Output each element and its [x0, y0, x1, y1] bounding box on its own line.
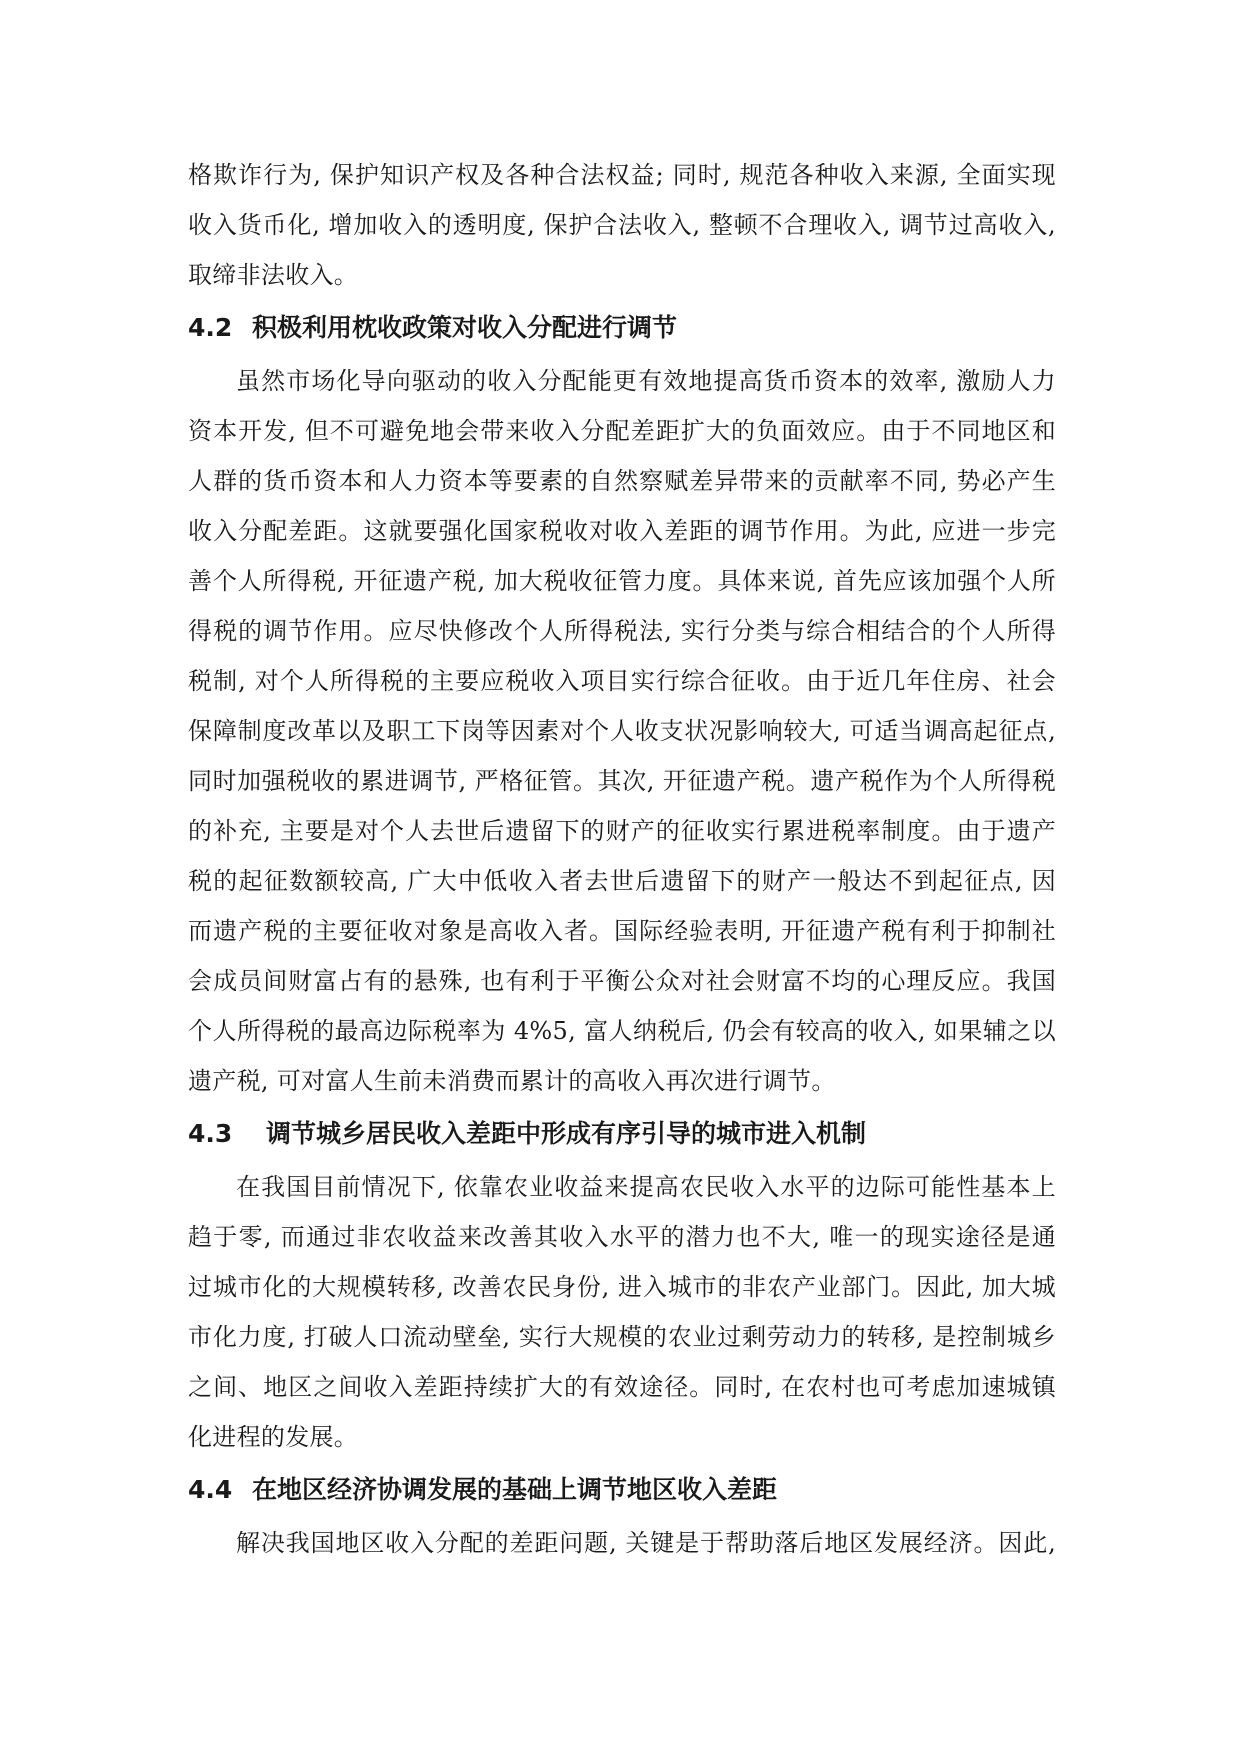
paragraph-line: 遗产税, 可对富人生前未消费而累计的高收入再次进行调节。	[188, 1067, 836, 1095]
paragraph-line: 的补充, 主要是对个人去世后遗留下的财产的征收实行累进税率制度。由于遗产	[188, 817, 1056, 845]
paragraph-line: 趋于零, 而通过非农收益来改善其收入水平的潜力也不大, 唯一的现实途径是通	[188, 1223, 1056, 1251]
paragraph-line: 同时加强税收的累进调节, 严格征管。其次, 开征遗产税。遗产税作为个人所得税	[188, 767, 1056, 795]
paragraph-line: 税制, 对个人所得税的主要应税收入项目实行综合征收。由于近几年住房、社会	[188, 667, 1056, 695]
paragraph-line: 化进程的发展。	[188, 1423, 359, 1451]
paragraph-line: 在我国目前情况下, 依靠农业收益来提高农民收入水平的边际可能性基本上	[236, 1173, 1056, 1201]
section-number: 4.3	[188, 1119, 233, 1148]
section-heading-4-2	[188, 300, 1056, 356]
intro-paragraph	[188, 150, 1056, 300]
paragraph-line: 善个人所得税, 开征遗产税, 加大税收征管力度。具体来说, 首先应该加强个人所	[188, 567, 1056, 595]
document-page	[188, 150, 1056, 1568]
paragraph-line: 收入分配差距。这就要强化国家税收对收入差距的调节作用。为此, 应进一步完	[188, 517, 1056, 545]
paragraph-line: 个人所得税的最高边际税率为 4%5, 富人纳税后, 仍会有较高的收入, 如果辅之以	[188, 1017, 1056, 1045]
paragraph-line: 解决我国地区收入分配的差距问题, 关键是于帮助落后地区发展经济。因此,	[236, 1529, 1056, 1557]
section-title: 调节城乡居民收入差距中形成有序引导的城市进入机制	[266, 1119, 867, 1148]
section-number: 4.2	[188, 313, 233, 342]
paragraph-line: 会成员间财富占有的悬殊, 也有利于平衡公众对社会财富不均的心理反应。我国	[188, 967, 1056, 995]
paragraph-line: 过城市化的大规模转移, 改善农民身份, 进入城市的非农产业部门。因此, 加大城	[188, 1273, 1056, 1301]
section-4-3-paragraph	[188, 1162, 1056, 1462]
section-number: 4.4	[188, 1475, 233, 1504]
paragraph-line: 税的起征数额较高, 广大中低收入者去世后遗留下的财产一般达不到起征点, 因	[188, 867, 1056, 895]
section-heading-4-3	[188, 1106, 1056, 1162]
paragraph-line: 而遗产税的主要征收对象是高收入者。国际经验表明, 开征遗产税有利于抑制社	[188, 917, 1056, 945]
section-heading-4-4	[188, 1462, 1056, 1518]
paragraph-line: 市化力度, 打破人口流动壁垒, 实行大规模的农业过剩劳动力的转移, 是控制城乡	[188, 1323, 1056, 1351]
paragraph-line: 虽然市场化导向驱动的收入分配能更有效地提高货币资本的效率, 激励人力	[236, 367, 1056, 395]
paragraph-line: 收入货币化, 增加收入的透明度, 保护合法收入, 整顿不合理收入, 调节过高收入,	[188, 211, 1056, 239]
paragraph-line: 人群的货币资本和人力资本等要素的自然察赋差异带来的贡献率不同, 势必产生	[188, 467, 1056, 495]
paragraph-line: 取缔非法收入。	[188, 261, 359, 289]
section-title: 在地区经济协调发展的基础上调节地区收入差距	[252, 1475, 778, 1504]
paragraph-line: 之间、地区之间收入差距持续扩大的有效途径。同时, 在农村也可考虑加速城镇	[188, 1373, 1056, 1401]
section-4-4-paragraph	[188, 1518, 1056, 1568]
paragraph-line: 格欺诈行为, 保护知识产权及各种合法权益; 同时, 规范各种收入来源, 全面实现	[188, 161, 1056, 189]
paragraph-line: 得税的调节作用。应尽快修改个人所得税法, 实行分类与综合相结合的个人所得	[188, 617, 1056, 645]
paragraph-line: 资本开发, 但不可避免地会带来收入分配差距扩大的负面效应。由于不同地区和	[188, 417, 1056, 445]
section-title: 积极利用枕收政策对收入分配进行调节	[252, 313, 678, 342]
paragraph-line: 保障制度改革以及职工下岗等因素对个人收支状况影响较大, 可适当调高起征点,	[188, 717, 1056, 745]
section-4-2-paragraph	[188, 356, 1056, 1106]
